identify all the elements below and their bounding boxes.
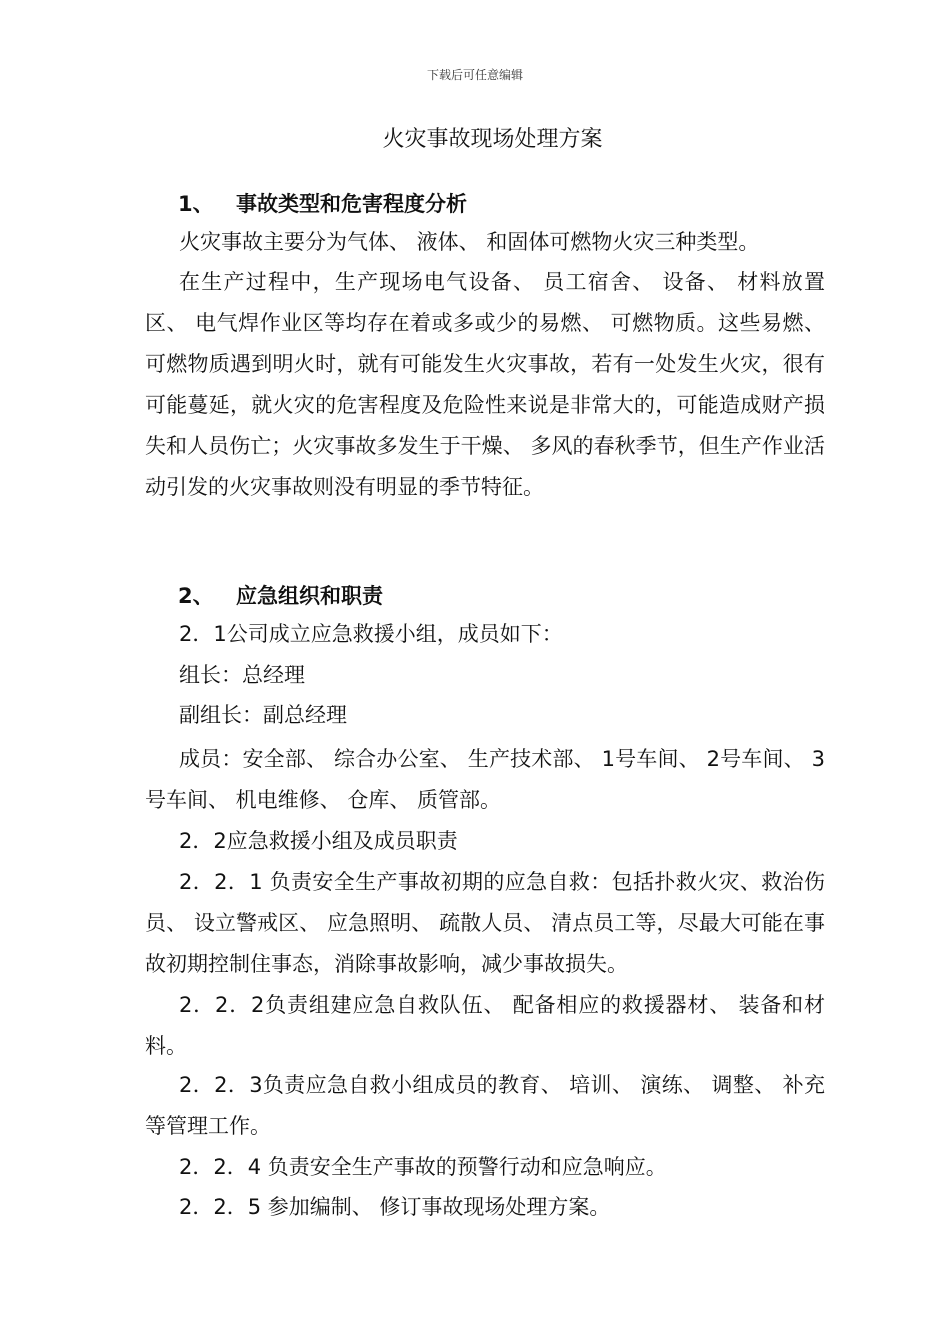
members-paragraph: 成员：安全部、 综合办公室、 生产技术部、 1号车间、 2号车间、 3号车间、 机电维修、 仓库、 质管部。 (145, 747, 825, 812)
document-title: 火灾事故现场处理方案 (382, 127, 603, 152)
section-2-title: 应急组织和职责 (236, 584, 383, 608)
section-1-title: 事故类型和危害程度分析 (236, 192, 467, 216)
item-2-2-2: 2．2．2负责组建应急自救队伍、 配备相应的救援器材、 装备和材料。 (145, 993, 825, 1058)
item-2-2-4: 2．2．4 负责安全生产事故的预警行动和应急响应。 (179, 1155, 667, 1179)
section-2-number: 2、 (178, 584, 214, 608)
section-1-number: 1、 (178, 192, 214, 216)
item-2-1: 2．1公司成立应急救援小组，成员如下： (179, 622, 563, 646)
leader-line: 组长：总经理 (179, 663, 305, 687)
item-2-2: 2．2应急救援小组及成员职责 (179, 829, 458, 853)
section-1-paragraph-1: 火灾事故主要分为气体、 液体、 和固体可燃物火灾三种类型。 (179, 230, 760, 254)
section-1-paragraph-2: 在生产过程中，生产现场电气设备、 员工宿舍、 设备、 材料放置区、 电气焊作业区等均存在着或多或少的易燃、 可燃物质。这些易燃、 可燃物质遇到明火时，就有可能发生火灾事故，若有一处发生火灾，很有可能蔓延，就火灾的危害程度及危险性来说是非常大的，可能造成财产损失和人员伤亡；火灾事故多发生于干燥、 多风的春秋季节，但生产作业活动引发的火灾事故则没有明显的季节特征。 (145, 270, 832, 499)
item-2-2-5: 2．2．5 参加编制、 修订事故现场处理方案。 (179, 1195, 611, 1219)
item-2-2-3: 2．2．3负责应急自救小组成员的教育、 培训、 演练、 调整、 补充等管理工作。 (145, 1073, 825, 1138)
section-1-heading (178, 188, 467, 218)
header-note: 下载后可任意编辑 (426, 68, 523, 82)
section-2-heading (178, 580, 383, 610)
item-2-2-1: 2．2．1 负责安全生产事故初期的应急自救：包括扑救火灾、救治伤员、 设立警戒区、 应急照明、 疏散人员、 清点员工等，尽最大可能在事故初期控制住事态，消除事故影响，减少事故损失。 (145, 870, 825, 976)
deputy-leader-line: 副组长：副总经理 (179, 703, 347, 727)
